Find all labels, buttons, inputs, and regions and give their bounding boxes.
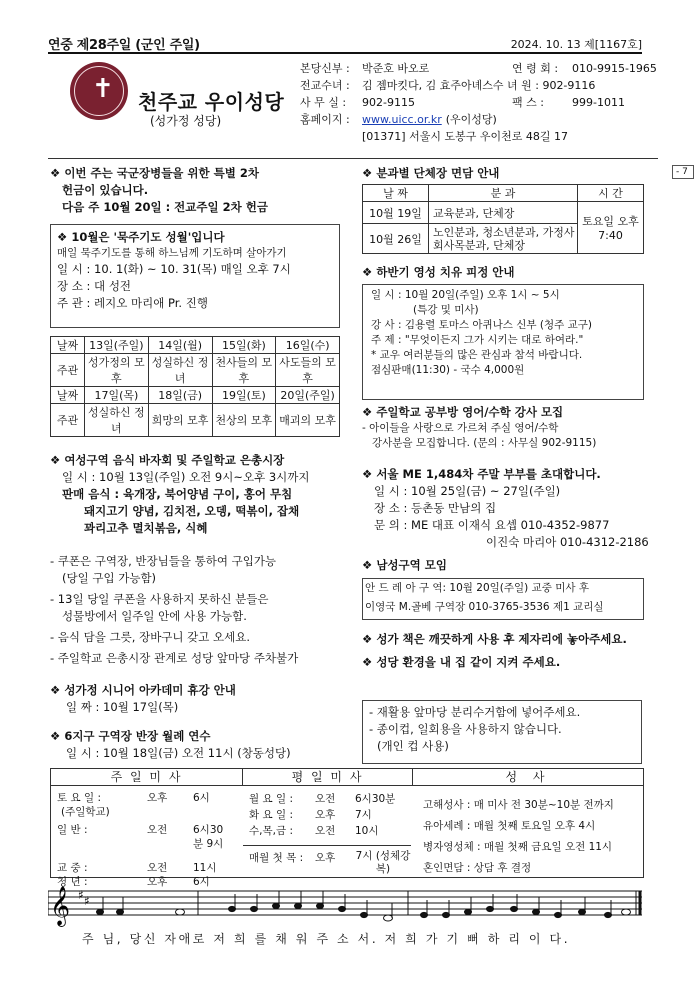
sacrament-header: 성 사 xyxy=(413,769,643,786)
mass-row: 수,목,금 : 오전 10시 xyxy=(249,825,379,837)
church-subtitle: (성가정 성당) xyxy=(150,114,222,128)
mass-row: 토 요 일 : 오후 6시 xyxy=(57,792,210,804)
mass-row: 매월 첫 목 : 오후 7시 (성체강복) xyxy=(243,845,411,876)
church-logo-icon: ✝ xyxy=(70,62,128,120)
mass-row: 일 반 : 오전 6시30분 9시 xyxy=(57,824,224,850)
men-title: ❖ 남성구역 모임 xyxy=(362,558,447,572)
svg-text:♯: ♯ xyxy=(78,888,84,902)
academy-section: ❖ 성가정 시니어 아카데미 휴강 안내 일 짜 : 10월 17일(목) xyxy=(50,683,236,714)
interview-title: ❖ 분과별 단체장 면담 안내 xyxy=(362,166,500,180)
bazaar-notes: - 쿠폰은 구역장, 반장님들을 통하여 구입가능 (당일 구입 가능함) - 13일 당일 쿠폰을 사용하지 못하신 분들은 성물방에서 일주일 안에 사용 가능함. - 음식 담을 그릇, 장바구니 갖고 오세요. - 주일학교 은총시장 관계로 성당 앞마당 주차불가 xyxy=(50,554,299,665)
bazaar-section: ❖ 여성구역 음식 바자회 및 주일학교 은총시장 일 시 : 10월 13일(주일) 오전 9시~오후 3시까지 판매 음식 : 육개장, 북어양념 구이, 홍어 무침 돼지고기 양념, 김치전, 오뎅, 떡볶이, 잡채 꽈리고추 멸치볶음, 식혜 xyxy=(50,453,310,535)
mass-row: 교 중 : 오전 11시 xyxy=(57,862,217,874)
recycle-box: - 재활용 앞마당 분리수거함에 넣어주세요. - 종이컵, 일회용을 사용하지 않습니다. (개인 컵 사용) xyxy=(362,700,642,764)
svg-text:♯: ♯ xyxy=(84,894,90,908)
weekday-mass-list xyxy=(249,791,411,876)
contact-row: 전교수녀 : 김 젬마킷다, 김 효주아녜스수 녀 원 : 902-9116 xyxy=(300,79,596,92)
header-bar xyxy=(48,34,642,54)
rosary-box: ❖ 10월은 '묵주기도 성월'입니다 매일 묵주기도를 통해 하느님께 기도하며 살아가기 일 시 : 10. 1(화) ~ 10. 31(목) 매일 오후 7시 장 소 : 대 성전 주 관 : 레지오 마리애 Pr. 진행 xyxy=(50,224,340,328)
mass-row: 월 요 일 : 오전 6시30분 xyxy=(249,793,396,805)
address: [01371] 서울시 도봉구 우이천로 48길 17 xyxy=(362,130,568,143)
healing-title: ❖ 하반기 영성 치유 피정 안내 xyxy=(362,265,515,279)
notice-offering: ❖ 이번 주는 국군장병들을 위한 특별 2차 헌금이 있습니다. 다음 주 10월 20일 : 전교주일 2차 헌금 xyxy=(50,166,268,214)
interview-table: 날 짜 분 과 시 간 10월 19일 교육분과, 단체장 토요일 오후 7:40 10월 26일 노인분과, 청소년분과, 가정사회사목분과, 단체장 xyxy=(362,184,644,254)
contact-row: 홈페이지 : www.uicc.or.kr (우이성당) xyxy=(300,113,497,126)
svg-text:𝄞: 𝄞 xyxy=(50,886,71,926)
rosary-schedule-table: 날짜 13일(주일) 14일(월) 15일(화) 16일(수) 주관 성가정의 모후 성실하신 정녀 천사들의 모후 사도들의 모후 날짜 17일(목) 18일(금) 19일(토) 20일(주일) 주관 성실하신 정녀 희망의 모후 천상의 모후 매괴의 모후 xyxy=(50,336,340,437)
header-divider xyxy=(48,158,658,159)
mass-row: 화 요 일 : 오후 7시 xyxy=(249,809,372,821)
mass-schedule xyxy=(50,768,644,888)
contact-info xyxy=(300,60,660,145)
sacrament-list: 고해성사 : 매 미사 전 30분~10분 전까지 유아세례 : 매월 첫째 토요일 오후 4시 병자영성체 : 매월 첫째 금요일 오전 11시 혼인면담 : 상담 후 결정 xyxy=(423,799,614,874)
notice-clean: ❖ 성당 환경을 내 집 같이 지켜 주세요. xyxy=(362,655,561,669)
district-section: ❖ 6지구 구역장 반장 월례 연수 일 시 : 10월 18일(금) 오전 11시 (창동성당) xyxy=(50,729,291,760)
notice-hymn-book: ❖ 성가 책은 깨끗하게 사용 후 제자리에 놓아주세요. xyxy=(362,632,627,646)
issue-number: 2024. 10. 13 제[1167호] xyxy=(510,38,642,51)
hymn-lyrics: 주 님, 당신 자애로 저 희 를 채 워 주 소 서. 저 희 가 기 뻐 하 리 이 다. xyxy=(82,932,571,946)
teacher-section: ❖ 주일학교 공부방 영어/수학 강사 모집 - 아이들을 사랑으로 가르쳐 주실 영어/수학 강사분을 모집합니다. (문의 : 사무실 902-9115) xyxy=(362,405,597,449)
church-name: 천주교 우이성당 xyxy=(138,90,285,114)
sunday-mass-list: 토 요 일 : 오후 6시 (주일학교) 일 반 : 오전 6시30분 9시 교 중 : 오전 11시 청 년 : 오후 6시 xyxy=(57,791,241,889)
contact-row: 사 무 실 : 902-9115 팩 스 : 999-1011 xyxy=(300,96,625,109)
weekday-mass-header: 평 일 미 사 xyxy=(243,769,413,786)
men-box: 안 드 레 아 구 역: 10월 20일(주일) 교중 미사 후 이영국 M.골베 구역장 010-3765-3536 제1 교리실 xyxy=(362,578,644,620)
contact-row: 본당신부 : 박준호 바오로 연 령 회 : 010-9915-1965 xyxy=(300,62,657,75)
side-tab: - 7 xyxy=(672,165,694,179)
hymn-staff xyxy=(48,885,644,930)
sunday-mass-header: 주 일 미 사 xyxy=(51,769,243,786)
page-title: 연중 제28주일 (군인 주일) xyxy=(48,38,200,53)
homepage-link[interactable]: www.uicc.or.kr xyxy=(362,113,442,126)
healing-box: 일 시 : 10월 20일(주일) 오후 1시 ~ 5시 (특강 및 미사) 강 사 : 김용렬 토마스 아퀴나스 신부 (청주 교구) 주 제 : "무엇이든지 그가 시키는 대로 하여라." * 교우 여러분들의 많은 관심과 참석 바랍니다. 점심판매(11:30) - 국수 4,000원 xyxy=(362,284,644,400)
me-section: ❖ 서울 ME 1,484차 주말 부부를 초대합니다. 일 시 : 10월 25일(금) ~ 27일(주일) 장 소 : 등촌동 만남의 집 문 의 : ME 대표 이재식 요셉 010-4352-9877 이진숙 마리아 010-4312-2186 xyxy=(362,467,649,549)
mass-row: 청 년 : 오후 6시 xyxy=(57,876,210,888)
